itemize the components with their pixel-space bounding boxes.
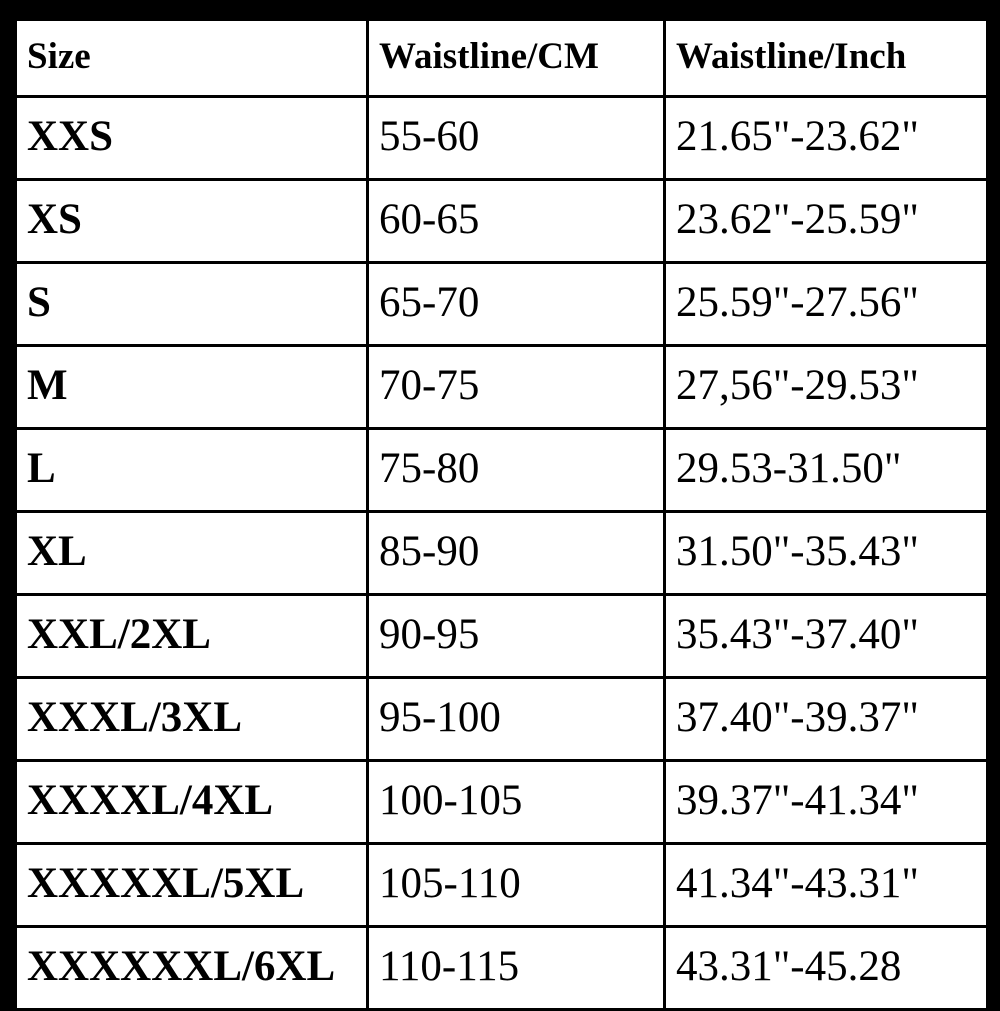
table-row bbox=[16, 512, 988, 595]
cell-waistline-inch: 35.43"-37.40" bbox=[665, 595, 988, 678]
table-body bbox=[16, 97, 988, 1010]
cell-waistline-cm: 75-80 bbox=[368, 429, 665, 512]
size-chart-table bbox=[14, 18, 989, 1011]
cell-size: XXXXL/4XL bbox=[16, 761, 368, 844]
table-row bbox=[16, 844, 988, 927]
column-header-waistline-inch: Waistline/Inch bbox=[665, 20, 988, 97]
cell-waistline-inch: 23.62"-25.59" bbox=[665, 180, 988, 263]
table-row bbox=[16, 263, 988, 346]
cell-size: L bbox=[16, 429, 368, 512]
table-header bbox=[16, 20, 988, 97]
cell-waistline-inch: 27,56"-29.53" bbox=[665, 346, 988, 429]
table-row bbox=[16, 97, 988, 180]
cell-size: XXS bbox=[16, 97, 368, 180]
table-row bbox=[16, 678, 988, 761]
table-row bbox=[16, 927, 988, 1010]
cell-size: XL bbox=[16, 512, 368, 595]
cell-waistline-cm: 60-65 bbox=[368, 180, 665, 263]
cell-size: XXL/2XL bbox=[16, 595, 368, 678]
cell-waistline-cm: 70-75 bbox=[368, 346, 665, 429]
cell-size: XXXXXL/5XL bbox=[16, 844, 368, 927]
column-header-size: Size bbox=[16, 20, 368, 97]
table-row bbox=[16, 595, 988, 678]
cell-waistline-cm: 90-95 bbox=[368, 595, 665, 678]
cell-size: XS bbox=[16, 180, 368, 263]
cell-waistline-cm: 110-115 bbox=[368, 927, 665, 1010]
cell-waistline-inch: 39.37"-41.34" bbox=[665, 761, 988, 844]
cell-size: XXXXXXL/6XL bbox=[16, 927, 368, 1010]
cell-waistline-inch: 25.59"-27.56" bbox=[665, 263, 988, 346]
cell-waistline-inch: 37.40"-39.37" bbox=[665, 678, 988, 761]
table-row bbox=[16, 180, 988, 263]
cell-waistline-cm: 105-110 bbox=[368, 844, 665, 927]
table-row bbox=[16, 346, 988, 429]
cell-waistline-inch: 31.50"-35.43" bbox=[665, 512, 988, 595]
cell-waistline-inch: 21.65"-23.62" bbox=[665, 97, 988, 180]
cell-waistline-cm: 65-70 bbox=[368, 263, 665, 346]
cell-waistline-inch: 29.53-31.50" bbox=[665, 429, 988, 512]
cell-waistline-cm: 100-105 bbox=[368, 761, 665, 844]
cell-waistline-cm: 85-90 bbox=[368, 512, 665, 595]
cell-waistline-inch: 43.31"-45.28 bbox=[665, 927, 988, 1010]
table-row bbox=[16, 429, 988, 512]
cell-size: XXXL/3XL bbox=[16, 678, 368, 761]
column-header-waistline-cm: Waistline/CM bbox=[368, 20, 665, 97]
cell-size: S bbox=[16, 263, 368, 346]
cell-waistline-cm: 95-100 bbox=[368, 678, 665, 761]
cell-size: M bbox=[16, 346, 368, 429]
cell-waistline-inch: 41.34"-43.31" bbox=[665, 844, 988, 927]
table-header-row bbox=[16, 20, 988, 97]
cell-waistline-cm: 55-60 bbox=[368, 97, 665, 180]
table-row bbox=[16, 761, 988, 844]
